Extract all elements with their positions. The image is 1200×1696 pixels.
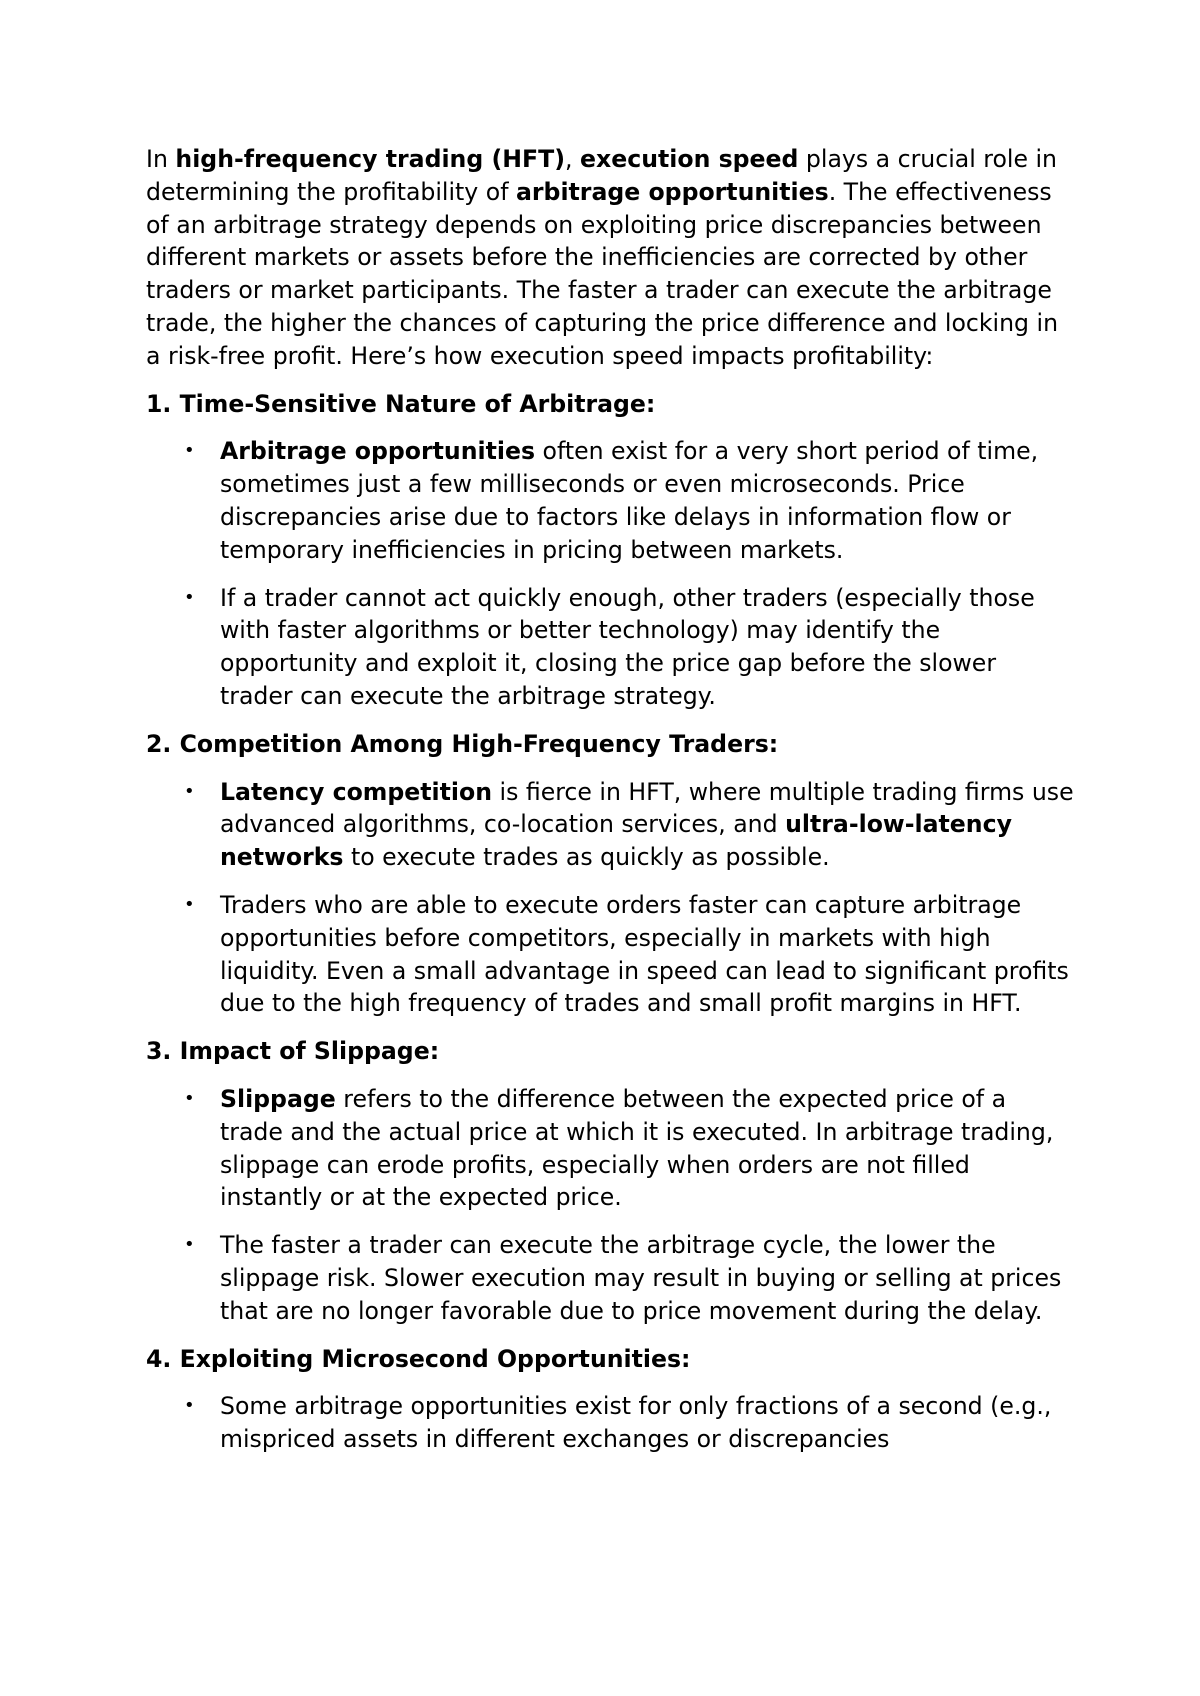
section-2-heading: 2. Competition Among High-Frequency Traders: bbox=[146, 729, 779, 758]
item-text: Some arbitrage opportunities exist for only fractions of a second (e.g., mispriced assets in different exchanges or discrepancies bbox=[220, 1392, 1052, 1454]
bullet-icon: • bbox=[184, 780, 195, 802]
item-text: The faster a trader can execute the arbitrage cycle, the lower the slippage risk. Slower execution may result in buying or selling at prices that are no longer favorable due to price movement during the delay. bbox=[220, 1231, 1062, 1325]
list-item bbox=[146, 1229, 1076, 1327]
bullet-icon: • bbox=[184, 1234, 195, 1256]
item-bold-term-2: ultra-low-latency networks bbox=[220, 810, 1012, 872]
list-item bbox=[146, 776, 1076, 874]
list-item bbox=[146, 1083, 1076, 1214]
bullet-icon: • bbox=[184, 1087, 195, 1109]
bullet-icon: • bbox=[184, 440, 195, 462]
document-page bbox=[146, 143, 1076, 1471]
intro-bold-arbitrage: arbitrage opportunities bbox=[516, 177, 829, 206]
item-text: is fierce in HFT, where multiple trading firms use advanced algorithms, co-location services, and bbox=[220, 777, 1074, 839]
item-bold-term: Latency competition bbox=[220, 777, 493, 806]
item-bold-term: Slippage bbox=[220, 1084, 336, 1113]
intro-paragraph bbox=[146, 143, 1076, 373]
intro-bold-hft: high-frequency trading (HFT) bbox=[175, 145, 565, 173]
section-4-list bbox=[146, 1390, 1076, 1456]
section-3-heading: 3. Impact of Slippage: bbox=[146, 1037, 440, 1066]
intro-text-2: , bbox=[564, 145, 580, 173]
section-4-heading: 4. Exploiting Microsecond Opportunities: bbox=[146, 1344, 691, 1373]
list-item bbox=[146, 435, 1076, 566]
intro-bold-execution-speed: execution speed bbox=[579, 145, 799, 173]
item-text: refers to the difference between the expected price of a trade and the actual price at which it is executed. In arbitrage trading, slippage can erode profits, especially when orders are not filled instantly or at the expected price. bbox=[220, 1084, 1054, 1212]
section-3-list bbox=[146, 1083, 1076, 1328]
bullet-icon: • bbox=[184, 586, 195, 608]
intro-text-1: In bbox=[146, 145, 176, 173]
section-1-list bbox=[146, 435, 1076, 712]
intro-text-3: plays a crucial role in determining the profitability of bbox=[146, 145, 1057, 206]
section-1-heading: 1. Time-Sensitive Nature of Arbitrage: bbox=[146, 389, 656, 418]
bullet-icon: • bbox=[184, 893, 195, 915]
item-bold-term: Arbitrage opportunities bbox=[220, 437, 536, 466]
list-item bbox=[146, 582, 1076, 713]
item-text: Traders who are able to execute orders faster can capture arbitrage opportunities before competitors, especially in markets with high liquidity. Even a small advantage in speed can lead to significant profits due to the high frequency of trades and small profit margins in HFT. bbox=[220, 890, 1069, 1018]
item-text: often exist for a very short period of time, sometimes just a few milliseconds or even microseconds. Price discrepancies arise due to factors like delays in information flow or temporary inefficiencies in pricing between markets. bbox=[220, 437, 1039, 564]
intro-text-4: . The effectiveness of an arbitrage strategy depends on exploiting price discrepancies between different markets or assets before the inefficiencies are corrected by other traders or market participants. The faster a trader can execute the arbitrage trade, the higher the chances of capturing the price difference and locking in a risk-free profit. Here’s how execution speed impacts profitability: bbox=[146, 177, 1059, 370]
bullet-icon: • bbox=[184, 1395, 195, 1417]
section-2-list bbox=[146, 776, 1076, 1021]
item-text: If a trader cannot act quickly enough, other traders (especially those with faster algorithms or better technology) may identify the opportunity and exploit it, closing the price gap before the slower trader can execute the arbitrage strategy. bbox=[220, 583, 1035, 710]
list-item bbox=[146, 1390, 1076, 1456]
item-text-2: to execute trades as quickly as possible. bbox=[343, 843, 830, 872]
list-item bbox=[146, 889, 1076, 1020]
